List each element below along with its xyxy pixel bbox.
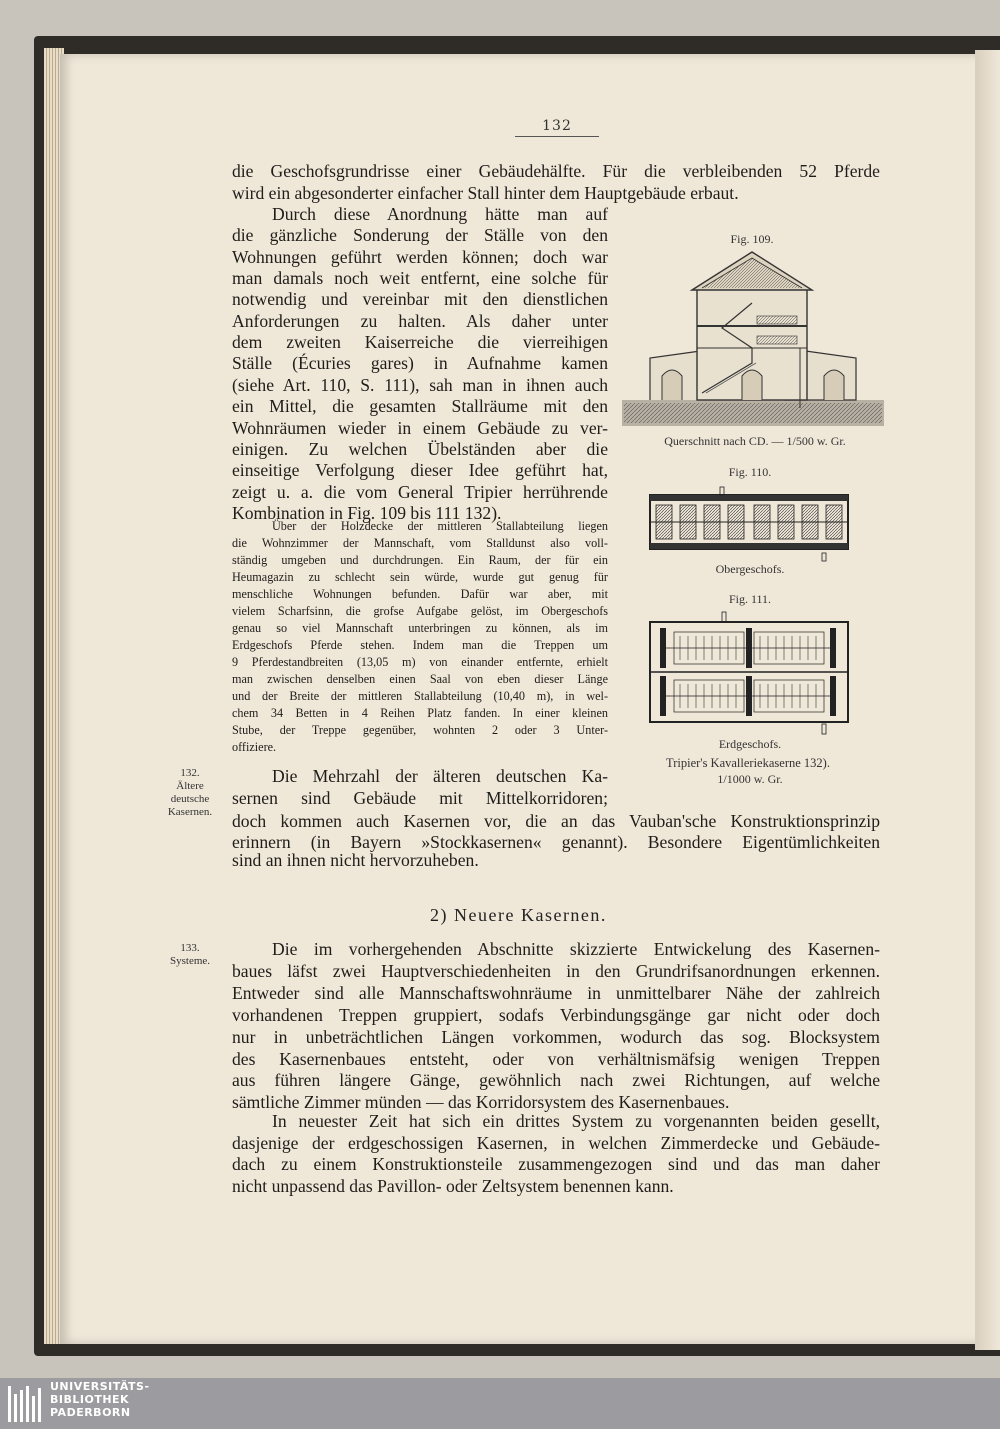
para1-lines-12: einigen. Zu welchen Übelständen aber die	[232, 438, 608, 459]
small-lines-5: menschliche Wohnungen befunden. Dafür war aber, mit	[232, 587, 608, 601]
fig111-floor-plan-ground	[646, 610, 852, 738]
small-lines-10: man zwischen denselben einen Saal von eben dieser Länge	[232, 672, 608, 686]
para3-lines-4: vorhandenen Treppen gruppiert, sodafs Verbindungsgänge gar nicht oder doch	[232, 1004, 880, 1025]
para1-lines-9: (siehe Art. 110, S. 111), sah man in ihnen auch	[232, 374, 608, 395]
para4-lines-3: dach zu einem Konstruktionsteile zusammengezogen sind und das man daher	[232, 1154, 880, 1175]
fig110-label: Fig. 110.	[728, 465, 772, 479]
para1-lines-10: ein Mittel, die gesamten Stallräume mit den	[232, 396, 608, 417]
para3-lines-6: des Kasernenbaues entsteht, oder von verhältnismäfsig wenigen Treppen	[232, 1048, 880, 1069]
para3-lines-5: nur in unbeträchtlichen Längen vorkommen, wodurch das sog. Blocksystem	[232, 1026, 880, 1047]
para1-lines-5: notwendig und vereinbar mit den dienstlichen	[232, 289, 608, 310]
small-lines-14: offiziere.	[232, 740, 277, 754]
fig111-title: Tripier's Kavalleriekaserne 132).	[666, 756, 830, 770]
fig109-label: Fig. 109.	[730, 232, 774, 246]
para3-lines-8: sämtliche Zimmer münden — das Korridorsystem des Kasernenbaues.	[232, 1092, 730, 1113]
para2-line-2: sernen sind Gebäude mit Mittelkorridoren;	[232, 788, 608, 808]
fig111-caption: Erdgeschofs.	[718, 737, 782, 751]
section-heading: 2) Neuere Kasernen.	[430, 905, 607, 925]
para2-line-3: doch kommen auch Kasernen vor, die an das Vauban'sche Konstruktionsprinzip	[232, 811, 880, 831]
fig111-label: Fig. 111.	[728, 592, 772, 606]
small-lines-3: ständig umgeben und durchdrungen. Ein Raum, der für ein	[232, 553, 608, 567]
small-lines-8: Erdgeschofs Pferde stehen. Indem man die Treppen um	[232, 638, 608, 652]
library-name-l3: PADERBORN	[50, 1406, 131, 1419]
fig110-floor-plan-upper	[646, 483, 852, 563]
para1-lines-4: man damals noch weit entfernt, eine solche für	[232, 268, 608, 289]
para1-lines-13: einseitige Verfolgung dieser Idee geführt hat,	[232, 460, 608, 481]
library-name-l1: UNIVERSITÄTS-	[50, 1380, 150, 1393]
margin-note-132	[150, 767, 230, 819]
para4-lines-1: In neuester Zeit hat sich ein drittes System zu vorgenannten beiden gesellt,	[272, 1111, 880, 1131]
para3-lines-2: baues läfst zwei Hauptverschiedenheiten in den Grundrifsanordnungen erkennen.	[232, 960, 880, 981]
para1-lines-8: Ställe (Écuries gares) in Aufnahme kamen	[232, 353, 608, 374]
library-logo-icon	[8, 1386, 48, 1422]
para3-lines-7: aus führen längere Gänge, gewöhnlich nach zwei Richtungen, auf welche	[232, 1070, 880, 1091]
para1-lines-11: Wohnräumen wieder in einem Gebäude zu ver-	[232, 417, 608, 438]
margin-note-133	[150, 942, 230, 968]
small-lines-6: vielem Scharfsinn, die grofse Aufgabe gelöst, im Obergeschofs	[232, 604, 608, 618]
margin-133-l1: Systeme.	[169, 955, 211, 967]
library-name	[50, 1380, 150, 1419]
library-name-l2: BIBLIOTHEK	[50, 1393, 130, 1406]
intro-line-2: wird ein abgesonderter einfacher Stall hinter dem Hauptgebäude erbaut.	[232, 183, 739, 203]
para2-line-1: Die Mehrzahl der älteren deutschen Ka-	[272, 766, 608, 786]
margin-132-l1: Ältere	[176, 780, 204, 792]
margin-132-num: 132.	[180, 767, 200, 779]
small-lines-9: 9 Pferdestandbreiten (13,05 m) von einander entfernte, erhielt	[232, 655, 608, 669]
para2-line-4: erinnern (in Bayern »Stockkasernen« genannt). Besondere Eigentümlichkeiten	[232, 832, 880, 852]
para1-lines-6: Anforderungen zu halten. Als daher unter	[232, 310, 608, 331]
small-lines-4: Heumagazin zu schlecht sein würde, wurde gut genug für	[232, 570, 608, 584]
margin-133-num: 133.	[180, 942, 200, 954]
fig109-caption: Querschnitt nach CD. — 1/500 w. Gr.	[664, 434, 846, 448]
para1-lines-14: zeigt u. a. die vom General Tripier herrührende	[232, 481, 608, 502]
para3-lines-3: Entweder sind alle Mannschaftswohnräume in unmittelbarer Nähe der zahlreich	[232, 982, 880, 1003]
margin-132-l2: deutsche	[170, 793, 210, 805]
page-fold	[975, 50, 1000, 1350]
fig111-scale: 1/1000 w. Gr.	[717, 772, 783, 786]
para4-lines-2: dasjenige der erdgeschossigen Kasernen, in welchen Zimmerdecke und Gebäude-	[232, 1132, 880, 1153]
para3-lines-1: Die im vorhergehenden Abschnitte skizzierte Entwickelung des Kasernen-	[272, 939, 880, 959]
fig110-caption: Obergeschofs.	[715, 562, 785, 576]
para1-lines-3: Wohnungen geführt werden können; doch war	[232, 246, 608, 267]
para4-lines-4: nicht unpassend das Pavillon- oder Zeltsystem benennen kann.	[232, 1176, 674, 1197]
intro-line-1: die Geschofsgrundrisse einer Gebäudehälfte. Für die verbleibenden 52 Pferde	[232, 161, 880, 181]
small-lines-1: Über der Holzdecke der mittleren Stallabteilung liegen	[272, 519, 608, 533]
margin-132-l3: Kasernen.	[167, 806, 213, 818]
para2-line-5: sind an ihnen nicht hervorzuheben.	[232, 850, 479, 870]
small-lines-7: genau so viel Mannschaft unterbringen zu können, als im	[232, 621, 608, 635]
para1-lines-7: dem zweiten Kaiserreiche die vierreihigen	[232, 332, 608, 353]
small-lines-2: die Wohnzimmer der Mannschaft, vom Stalldunst also voll-	[232, 536, 608, 550]
small-lines-11: und der Breite der mittleren Stallabteilung (10,40 m), in wel-	[232, 689, 608, 703]
para1-lines-15: Kombination in Fig. 109 bis 111 132).	[232, 502, 502, 523]
library-footer	[0, 1378, 1000, 1429]
para1-lines-1: Durch diese Anordnung hätte man auf	[272, 204, 608, 224]
page-number: 132	[515, 118, 599, 137]
para1-lines-2: die gänzliche Sonderung der Ställe von den	[232, 225, 608, 246]
small-lines-13: Stube, der Treppe gegenüber, wohnten 2 oder 3 Unter-	[232, 723, 608, 737]
fig109-cross-section	[622, 248, 884, 428]
small-lines-12: chem 34 Betten in 4 Reihen Platz fanden. In einer kleinen	[232, 706, 608, 720]
